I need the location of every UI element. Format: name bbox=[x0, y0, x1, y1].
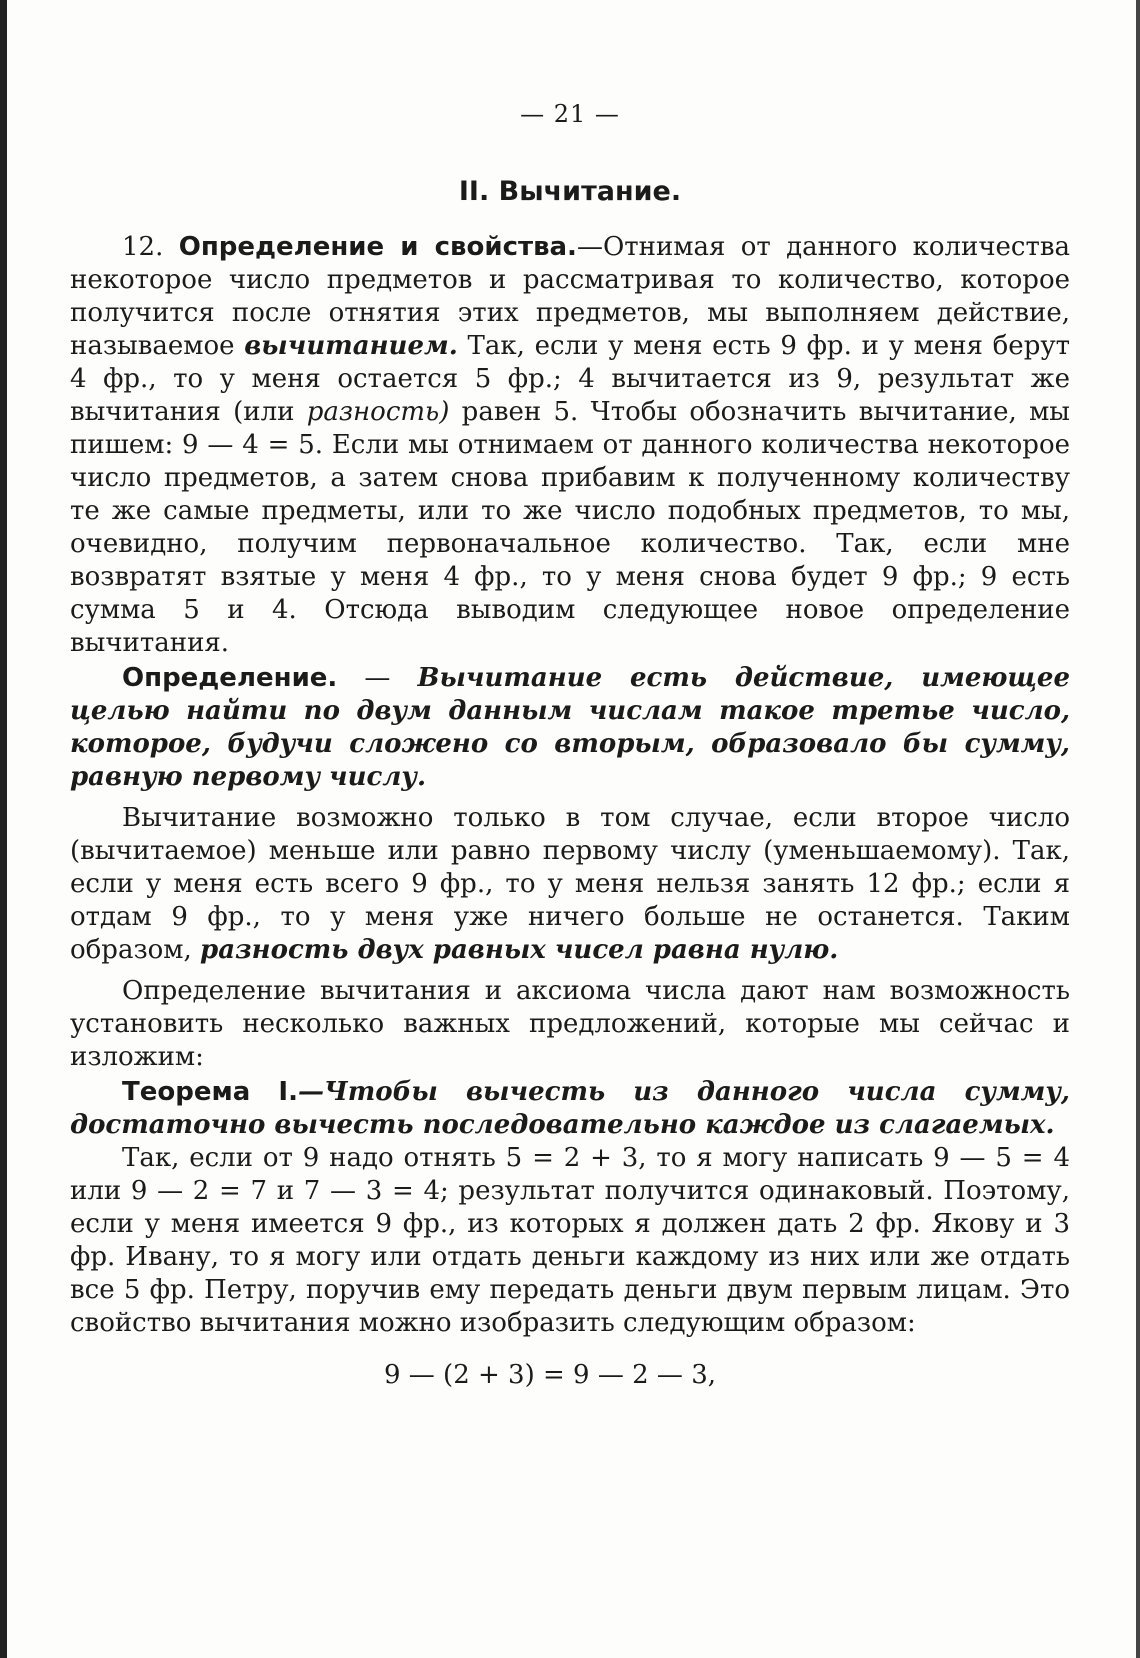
paragraph-12 bbox=[70, 231, 1070, 660]
possibility-text: Вычитание возможно только в том случае, если второе число (вычитаемое) меньше или равно первому числу (уменьшаемому). Так, если у меня есть всего 9 фр., то у меня нельзя занять 12 фр.; если я отдам 9 фр., то у меня уже ничего больше не останется. Таким образом, bbox=[70, 803, 1070, 965]
scan-edge-left bbox=[0, 0, 7, 1658]
theorem-label: Теорема I. bbox=[122, 1077, 298, 1107]
scan-edge-right bbox=[1136, 0, 1140, 1658]
definition-text: Вычитание есть действие, имеющее целью найти по двум данным числам такое третье число, которое, будучи сложено со вторым, образовало бы сумму, равную первому числу. bbox=[70, 663, 1070, 792]
definition-block bbox=[70, 662, 1070, 794]
theorem-text: —Чтобы вычесть из данного числа сумму, достаточно вычесть последовательно каждое из слагаемых. bbox=[70, 1077, 1070, 1140]
definition-dash: — bbox=[337, 663, 418, 693]
term-difference: разность) bbox=[306, 397, 450, 427]
term-subtraction: вычитанием. bbox=[244, 331, 458, 361]
section-title: II. Вычитание. bbox=[458, 176, 682, 207]
example-paragraph: Так, если от 9 надо отнять 5 = 2 + 3, то я могу написать 9 — 5 = 4 или 9 — 2 = 7 и 7 — 3 = 4; результат получится одинаковый. Поэтому, если у меня имеется 9 фр., из которых я должен дать 2 фр. Якову и 3 фр. Ивану, то я могу или отдать деньги каждому из них или же отдать все 5 фр. Петру, поручив ему передать деньги двум первым лицам. Это свойство вычитания можно изобразить следующим образом: bbox=[70, 1143, 1070, 1338]
intro-paragraph: Определение вычитания и аксиома числа дают нам возможность установить несколько важных предложений, которые мы сейчас и изложим: bbox=[70, 976, 1070, 1072]
formula: 9 — (2 + 3) = 9 — 2 — 3, bbox=[383, 1360, 717, 1390]
theorem-1 bbox=[70, 1076, 1070, 1142]
paragraph-text-a: —Отнимая от данного количества некоторое число предметов и рассматривая то количество, которое получится после отнятия этих предметов, мы выполняем действие, называемое bbox=[70, 232, 1071, 361]
possibility-paragraph bbox=[70, 802, 1070, 967]
paragraph-text-c: равен 5. Чтобы обозначить вычитание, мы пишем: 9 — 4 = 5. Если мы отнимаем от данного количества некоторое число предметов, а затем снова прибавим к полученному количеству те же самые предметы, или то же число подобных предметов, то мы, очевидно, получим первоначальное количество. Так, если мне возвратят взятые у меня 4 фр., то у меня снова будет 9 фр.; 9 есть сумма 5 и 4. Отсюда выводим следующее новое определение вычитания. bbox=[70, 397, 1070, 658]
paragraph-heading: Определение и свойства. bbox=[178, 232, 577, 262]
book-page bbox=[70, 100, 1070, 1390]
zero-difference-emphasis: разность двух равных чисел равна нулю. bbox=[200, 935, 839, 965]
paragraph-number: 12. bbox=[122, 232, 164, 262]
paragraph-text-b: Так, если у меня есть 9 фр. и у меня берут 4 фр., то у меня остается 5 фр.; 4 вычитается из 9, результат же вычитания (или bbox=[70, 331, 1071, 427]
definition-label: Определение. bbox=[122, 663, 338, 693]
page-number: — 21 — bbox=[520, 100, 620, 128]
